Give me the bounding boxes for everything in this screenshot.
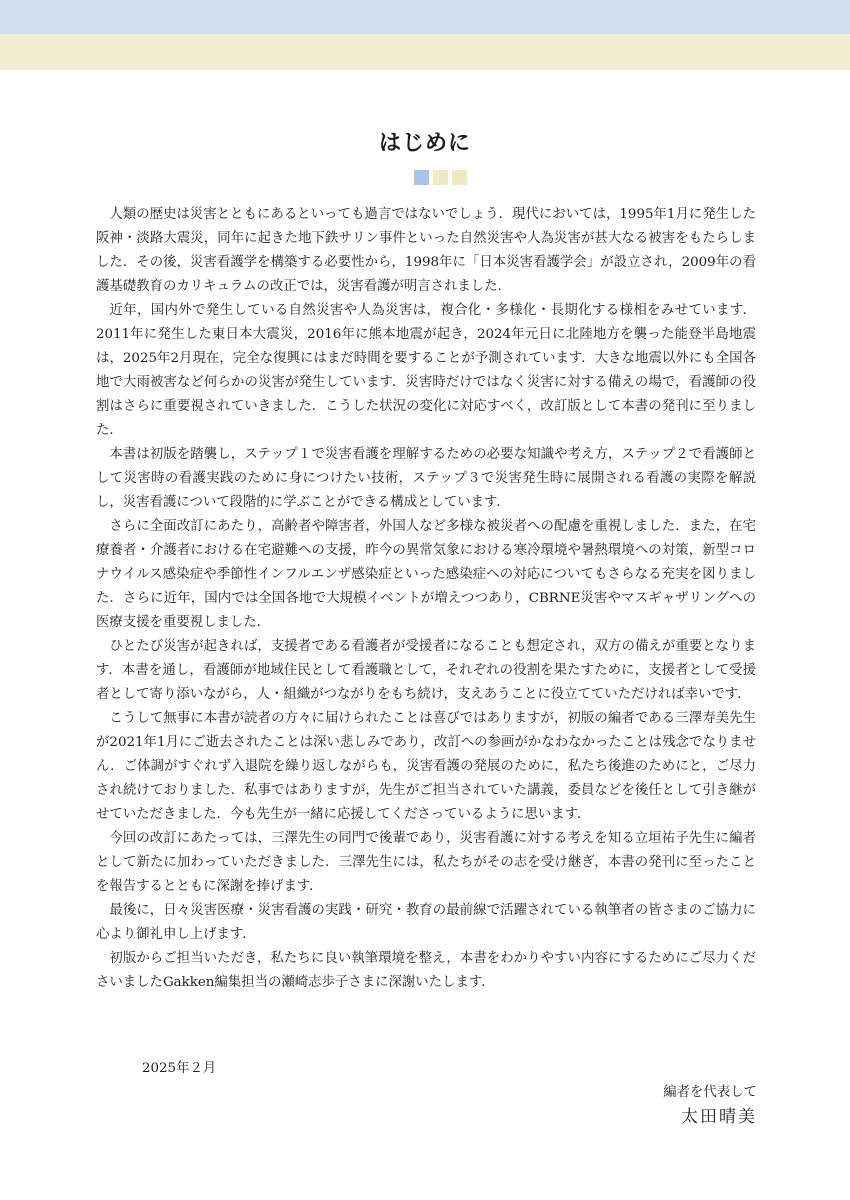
paragraph: こうして無事に本書が読者の方々に届けられたことは喜びではありますが，初版の編者である三澤寿美先生が2021年1月にご逝去されたことは深い悲しみであり，改訂への参画がかなわなかったことは残念でなりません．ご体調がすぐれず入退院を繰り返しながらも，災害看護の発展のために，私たち後進のためにと，ご尽力され続けておりました．私事ではありますが，先生がご担当されていた講義，委員などを後任として引き継がせていただきました．今も先生が一緒に応援してくださっているように思います． — [96, 711, 756, 822]
paragraph: 今回の改訂にあたっては，三澤先生の同門で後輩であり，災害看護に対する考えを知る立垣祐子先生に編者として新たに加わっていただきました．三澤先生には，私たちがその志を受け継ぎ，本書の発刊に至ったことを報告するとともに深謝を捧げます． — [96, 831, 756, 894]
page-title: はじめに — [378, 131, 471, 156]
signature-name: 太田晴美 — [681, 1107, 757, 1127]
header-band-top — [0, 0, 850, 34]
signature-block — [663, 1082, 757, 1130]
ornament-square — [433, 170, 448, 185]
paragraph: 人類の歴史は災害とともにあるといっても過言ではないでしょう．現代においては，1995年1月に発生した阪神・淡路大震災，同年に起きた地下鉄サリン事件といった自然災害や人為災害が甚大なる被害をもたらしました．その後，災害看護学を構築する必要性から，1998年に「日本災害看護学会」が設立され，2009年の看護基礎教育のカリキュラムの改正では，災害看護が明言されました． — [96, 207, 756, 294]
paragraph: 近年，国内外で発生している自然災害や人為災害は，複合化・多様化・長期化する様相をみせています．2011年に発生した東日本大震災，2016年に熊本地震が起き，2024年元日に北陸地方を襲った能登半島地震は，2025年2月現在，完全な復興にはまだ時間を要することが予測されています．大きな地震以外にも全国各地で大雨被害など何らかの災害が発生しています．災害時だけではなく災害に対する備えの場で，看護師の役割はさらに重要視されていきました．こうした状況の変化に対応すべく，改訂版として本書の発刊に至りました． — [96, 303, 756, 438]
paragraph: 本書は初版を踏襲し，ステップ１で災害看護を理解するための必要な知識や考え方，ステップ２で看護師として災害時の看護実践のために身につけたい技術，ステップ３で災害発生時に展開される看護の実際を解説し，災害看護について段階的に学ぶことができる構成としています． — [96, 447, 756, 510]
ornament-square — [452, 170, 467, 185]
signature-role: 編者を代表して — [663, 1085, 757, 1100]
date: 2025年２月 — [142, 1061, 217, 1076]
paragraph: 最後に，日々災害医療・災害看護の実践・研究・教育の最前線で活躍されている執筆者の皆さまのご協力に心より御礼申し上げます． — [96, 903, 756, 942]
preface-body — [96, 203, 756, 995]
title-ornament — [414, 170, 467, 185]
paragraph: さらに全面改訂にあたり，高齢者や障害者，外国人など多様な被災者への配慮を重視しました．また，在宅療養者・介護者における在宅避難への支援，昨今の異常気象における寒冷環境や暑熱環境への対策，新型コロナウイルス感染症や季節性インフルエンザ感染症といった感染症への対応についてもさらなる充実を図りました．さらに近年，国内では全国各地で大規模イベントが増えつつあり，CBRNE災害やマスギャザリングへの医療支援を重要視しました． — [96, 519, 756, 630]
paragraph: ひとたび災害が起きれば，支援者である看護者が受援者になることも想定され，双方の備えが重要となります．本書を通し，看護師が地域住民として看護職として，それぞれの役割を果たすために，支援者として受援者として寄り添いながら，人・組織がつながりをもち続け，支えあうことに役立てていただければ幸いです． — [96, 639, 756, 702]
header-band-bottom — [0, 34, 850, 70]
paragraph: 初版からご担当いただき，私たちに良い執筆環境を整え，本書をわかりやすい内容にするためにご尽力くださいましたGakken編集担当の瀬崎志歩子さまに深謝いたします． — [96, 951, 756, 990]
ornament-square — [414, 170, 429, 185]
